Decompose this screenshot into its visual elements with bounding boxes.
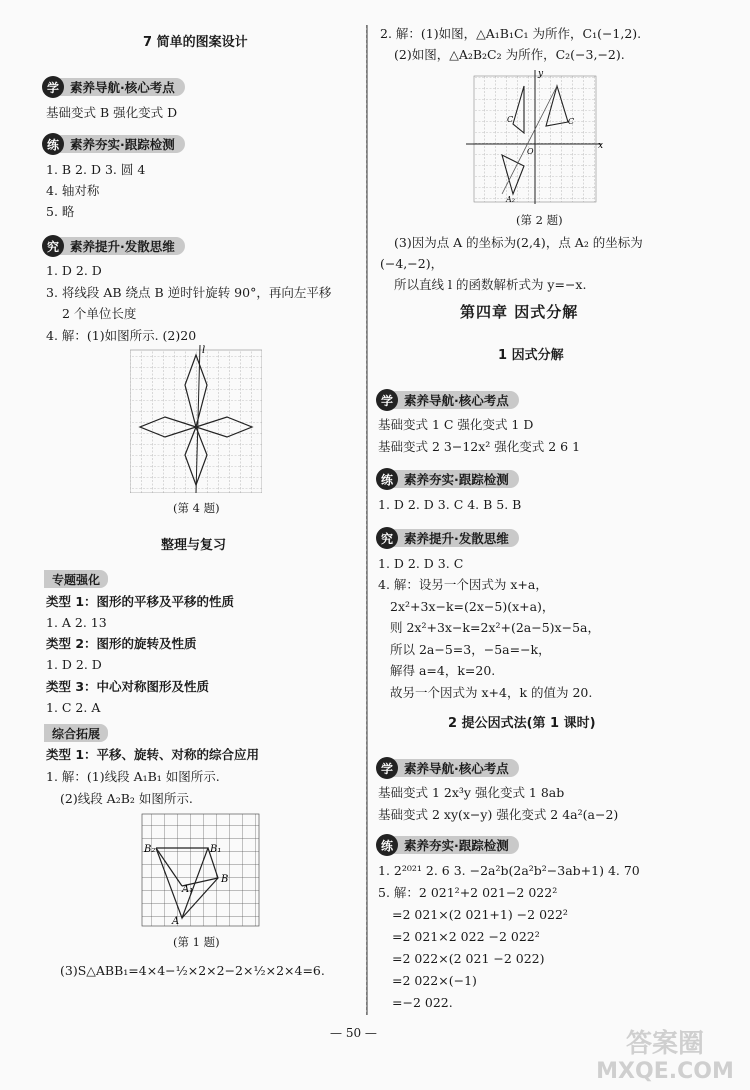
banner-label: 素养导航·核心考点: [60, 78, 185, 96]
type-heading: 类型 1：图形的平移及平移的性质: [46, 594, 235, 609]
answer-line: 1. D 2. D 3. C: [378, 556, 464, 571]
banner-practice: [42, 133, 185, 155]
figure-4-caption: (第 4 题): [173, 501, 220, 515]
answer-line: 1. B 2. D 3. 圆 4: [46, 162, 146, 177]
answer-line: 基础变式 B 强化变式 D: [46, 105, 178, 120]
banner-label: 素养夯实·跟踪检测: [394, 836, 519, 854]
answer-line: 5. 解：2 021²+2 021−2 022²: [378, 885, 558, 900]
answer-line: 1. D 2. D 3. C 4. B 5. B: [378, 497, 522, 512]
answer-line: 1. A 2. 13: [46, 615, 107, 630]
answer-line: =2 022×(2 021 −2 022): [392, 951, 545, 966]
answer-line: 则 2x²+3x−k=2x²+(2a−5)x−5a，: [390, 620, 600, 635]
point-label: A₂: [506, 195, 515, 204]
origin-label: O: [527, 147, 534, 156]
figure-1-grid: [138, 812, 260, 928]
badge-icon: 学: [376, 389, 398, 411]
answer-line: 1. 2²⁰²¹ 2. 6 3. −2a²b(2a²b²−3ab+1) 4. 70: [378, 863, 640, 878]
figure-2-caption: (第 2 题): [516, 213, 563, 227]
answer-line: 所以 2a−5=3，−5a=−k，: [390, 642, 551, 657]
answer-line: 基础变式 2 3−12x² 强化变式 2 6 1: [378, 439, 581, 454]
banner-label: 素养导航·核心考点: [394, 391, 519, 409]
answer-line: 2. 解：(1)如图，△A₁B₁C₁ 为所作，C₁(−1,2).: [380, 26, 642, 41]
banner-practice: [376, 468, 519, 490]
label-A: A: [172, 916, 180, 927]
banner-study: [376, 757, 519, 779]
answer-line: 4. 解：(1)如图所示. (2)20: [46, 328, 197, 343]
banner-explore: [42, 235, 185, 257]
answer-line: =2 022×(−1): [392, 973, 477, 988]
answer-line: 2 个单位长度: [62, 306, 137, 321]
answer-line: 基础变式 2 xy(x−y) 强化变式 2 4a²(a−2): [378, 807, 619, 822]
answer-line: 1. 解：(1)线段 A₁B₁ 如图所示.: [46, 769, 220, 784]
answer-line: 基础变式 1 C 强化变式 1 D: [378, 417, 534, 432]
section-title: 整理与复习: [161, 538, 227, 553]
type-heading: 类型 3：中心对称图形及性质: [46, 679, 210, 694]
chapter-title: 第四章 因式分解: [460, 303, 579, 321]
answer-line: 基础变式 1 2x³y 强化变式 1 8ab: [378, 785, 565, 800]
tag-extension: 综合拓展: [44, 724, 108, 742]
answer-line: 5. 略: [46, 204, 75, 219]
badge-icon: 学: [376, 757, 398, 779]
type-heading: 类型 2：图形的旋转及性质: [46, 636, 197, 651]
label-B: B: [221, 874, 229, 885]
tag-topic: 专题强化: [44, 570, 108, 588]
figure-2-coordinate-grid: [462, 66, 604, 208]
answer-line: 所以直线 l 的函数解析式为 y=−x.: [394, 277, 587, 292]
answer-line: (2)线段 A₂B₂ 如图所示.: [60, 791, 193, 806]
answer-line: (3)因为点 A 的坐标为(2,4)，点 A₂ 的坐标为: [394, 235, 643, 250]
page-number: — 50 —: [330, 1026, 377, 1040]
badge-icon: 练: [42, 133, 64, 155]
line-l-label: l: [202, 345, 206, 356]
answer-line: 4. 解：设另一个因式为 x+a，: [378, 577, 548, 592]
answer-line: (−4,−2)，: [380, 256, 444, 271]
badge-icon: 练: [376, 468, 398, 490]
banner-study: [42, 76, 185, 98]
banner-study: [376, 389, 519, 411]
banner-practice: [376, 834, 519, 856]
answer-line: 4. 轴对称: [46, 183, 100, 198]
label-A1: A₁: [182, 884, 194, 895]
label-B2: B₂: [144, 844, 156, 855]
answer-line: 3. 将线段 AB 绕点 B 逆时针旋转 90°，再向左平移: [46, 285, 332, 300]
watermark-logo: [585, 1030, 745, 1088]
column-divider: [366, 25, 368, 1015]
badge-icon: 学: [42, 76, 64, 98]
answer-line: 2x²+3x−k=(2x−5)(x+a)，: [390, 599, 555, 614]
point-label: C: [568, 117, 575, 126]
banner-label: 素养导航·核心考点: [394, 759, 519, 777]
point-label: C: [507, 115, 514, 124]
banner-label: 素养夯实·跟踪检测: [394, 470, 519, 488]
x-axis-label: x: [598, 141, 604, 151]
answer-line: (3)S△ABB₁=4×4−½×2×2−2×½×2×4=6.: [60, 963, 325, 978]
answer-line: =−2 022.: [392, 995, 453, 1010]
answer-line: 1. C 2. A: [46, 700, 101, 715]
answer-line: 故另一个因式为 x+4，k 的值为 20.: [390, 685, 593, 700]
watermark-url: MXQE.COM: [596, 1059, 734, 1084]
section-title: 2 提公因式法(第 1 课时): [448, 716, 596, 731]
answer-line: (2)如图，△A₂B₂C₂ 为所作，C₂(−3,−2).: [394, 47, 625, 62]
section-title: 7 简单的图案设计: [143, 35, 248, 50]
banner-label: 素养提升·发散思维: [394, 529, 519, 547]
banner-label: 素养提升·发散思维: [60, 237, 185, 255]
answer-line: 1. D 2. D: [46, 657, 102, 672]
label-B1: B₁: [210, 844, 222, 855]
banner-explore: [376, 527, 519, 549]
badge-icon: 究: [376, 527, 398, 549]
figure-4-grid: [130, 345, 262, 493]
badge-icon: 究: [42, 235, 64, 257]
type-heading: 类型 1：平移、旋转、对称的综合应用: [46, 747, 260, 762]
answer-line: =2 021×(2 021+1) −2 022²: [392, 907, 568, 922]
y-axis-label: y: [538, 69, 544, 79]
banner-label: 素养夯实·跟踪检测: [60, 135, 185, 153]
watermark-text: 答案圈: [625, 1029, 704, 1059]
answer-line: 1. D 2. D: [46, 263, 102, 278]
badge-icon: 练: [376, 834, 398, 856]
section-title: 1 因式分解: [498, 348, 564, 363]
figure-1-caption: (第 1 题): [173, 935, 220, 949]
answer-line: 解得 a=4，k=20.: [390, 663, 496, 678]
answer-line: =2 021×2 022 −2 022²: [392, 929, 540, 944]
